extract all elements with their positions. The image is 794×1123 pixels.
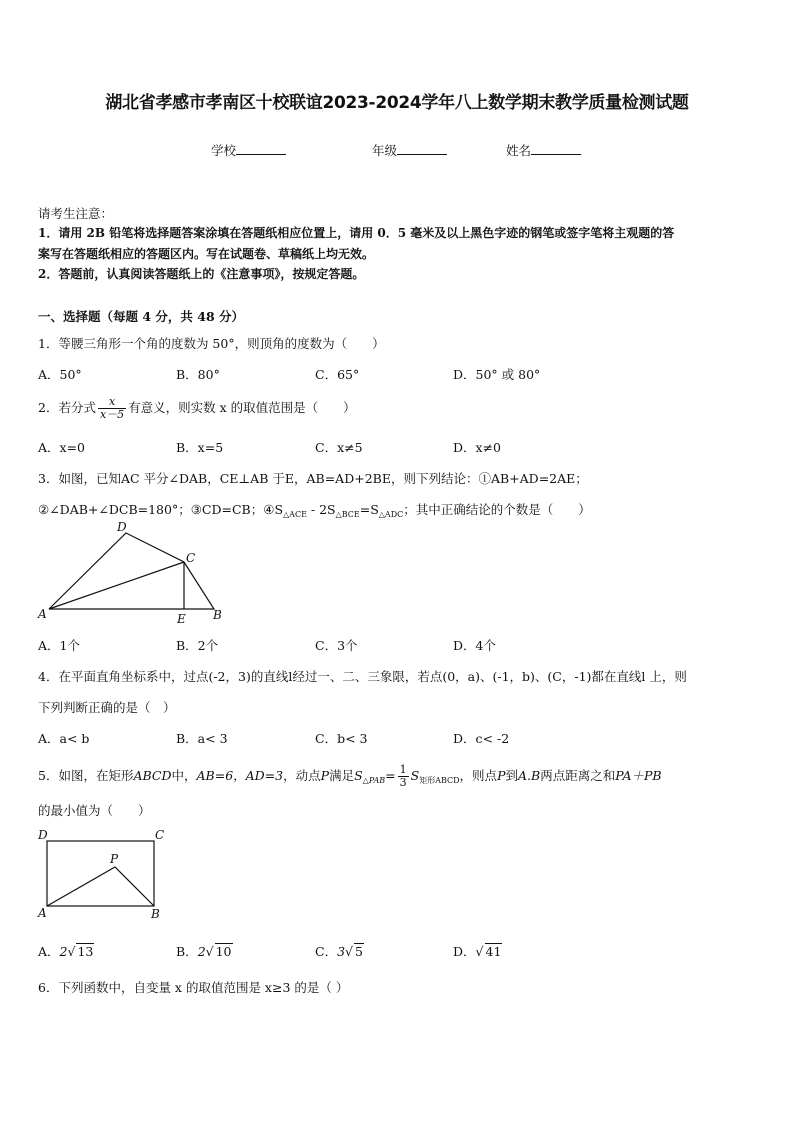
q5-option-d-label: D． [453, 944, 476, 959]
school-field[interactable] [211, 141, 286, 159]
q5-text-e: ，则点 [459, 768, 498, 783]
q5-sum: PA＋PB [615, 768, 662, 783]
q5-label-b: B [151, 907, 160, 921]
grade-label: 年级 [372, 143, 398, 158]
q2-frac-den: x－5 [99, 408, 125, 421]
q2-option-b[interactable]: B．x=5 [176, 440, 224, 455]
q5-text-g: 到 [505, 768, 518, 783]
q2-post: 有意义，则实数 x 的取值范围是（ ） [128, 400, 356, 415]
q1-option-d[interactable]: D．50° 或 80° [453, 367, 541, 382]
q6-stem: 6．下列函数中，自变量 x 的取值范围是 x≥3 的是（ ） [38, 980, 349, 995]
q3-line-2-c: =S [359, 502, 379, 517]
q5-option-b-radicand: 10 [215, 944, 232, 959]
school-label: 学校 [211, 143, 237, 158]
q5-figure [30, 825, 180, 925]
q2-pre: 2．若分式 [38, 400, 96, 415]
q5-option-c-coef: 3 [337, 944, 346, 959]
q5-segments-pa-pb [47, 867, 154, 906]
q5-dimensions: AB=6，AD=3 [196, 768, 284, 783]
grade-field[interactable] [372, 141, 447, 159]
q5-option-d[interactable]: D．√ 41 [453, 944, 502, 959]
q2-option-a[interactable]: A．x=0 [38, 440, 86, 455]
q3-quadrilateral [49, 533, 214, 609]
q5-option-c[interactable]: C．3√ 5 [315, 944, 363, 959]
q5-label-p: P [110, 852, 119, 866]
q5-line-1 [38, 764, 662, 789]
q3-option-b[interactable]: B．2个 [176, 638, 219, 653]
q3-figure [30, 520, 230, 628]
notice-line-2: 案写在答题纸相应的答题区内。写在试题卷、草稿纸上均无效。 [38, 247, 375, 261]
q5-text-b: 中， [171, 768, 197, 783]
q5-option-d-radicand: 41 [485, 944, 502, 959]
q3-label-c: C [186, 551, 196, 565]
q4-option-c[interactable]: C．b< 3 [315, 731, 368, 746]
school-blank[interactable] [236, 142, 286, 155]
name-blank[interactable] [531, 142, 581, 155]
q5-line-2: 的最小值为（ ） [38, 803, 151, 818]
notice-line-3: 2．答题前，认真阅读答题纸上的《注意事项》，按规定答题。 [38, 267, 365, 281]
q5-option-b-label: B． [176, 944, 198, 959]
q3-label-a: A [38, 607, 47, 621]
grade-blank[interactable] [397, 142, 447, 155]
page-title: 湖北省孝感市孝南区十校联谊2023-2024学年八上数学期末教学质量检测试题 [105, 93, 689, 113]
q5-label-c: C [155, 828, 165, 842]
q1-option-b[interactable]: B．80° [176, 367, 220, 382]
q3-option-c[interactable]: C．3个 [315, 638, 358, 653]
q5-s-pab-sub: △PAB [362, 776, 386, 785]
q5-point-p-2: P [497, 768, 506, 783]
q5-option-a-radicand: 13 [77, 944, 94, 959]
q5-option-c-radicand: 5 [355, 944, 363, 959]
q5-label-a: A [38, 906, 47, 920]
q3-line-2-b: - 2S [306, 502, 336, 517]
q5-s-rect: S [410, 768, 420, 783]
q3-label-e: E [177, 612, 186, 626]
q5-s-pab: S [354, 768, 363, 783]
q2-option-d[interactable]: D．x≠0 [453, 440, 501, 455]
q3-option-a[interactable]: A．1个 [38, 638, 80, 653]
q2-fraction [98, 396, 126, 421]
q3-line-2-a: ②∠DAB+∠DCB=180°；③CD=CB；④S [38, 502, 284, 517]
q3-sub-ace: △ACE [283, 510, 307, 519]
q4-line-1: 4．在平面直角坐标系中，过点(-2，3)的直线l经过一、二、三象限，若点(0，a)、(-1，b)、(C，-1)都在直线l 上，则 [38, 669, 687, 684]
name-field[interactable] [506, 141, 581, 159]
q5-s-rect-sub: 矩形ABCD [419, 776, 460, 785]
q5-frac-num: 1 [399, 763, 407, 776]
q3-label-d: D [117, 520, 127, 534]
q5-text-h: 两点距离之和 [540, 768, 616, 783]
q5-fraction [398, 764, 409, 789]
q5-option-c-label: C． [315, 944, 338, 959]
q3-line-2-d: ；其中正确结论的个数是（ ） [403, 502, 591, 517]
section-heading: 一、选择题（每题 4 分，共 48 分） [38, 309, 245, 324]
q1-option-c[interactable]: C．65° [315, 367, 360, 382]
q2-stem [38, 396, 356, 421]
q3-label-b: B [213, 608, 222, 622]
q3-line-1: 3．如图，已知AC 平分∠DAB，CE⊥AB 于E，AB=AD+2BE，则下列结论：①AB+AD=2AE； [38, 471, 588, 486]
q1-stem: 1．等腰三角形一个角的度数为 50°，则顶角的度数为（ ） [38, 336, 385, 351]
q5-option-a[interactable]: A．2√ 13 [38, 944, 94, 959]
q4-option-a[interactable]: A．a< b [38, 731, 90, 746]
q4-option-b[interactable]: B．a< 3 [176, 731, 228, 746]
q4-option-d[interactable]: D．c< -2 [453, 731, 510, 746]
q5-label-d: D [38, 828, 48, 842]
q2-frac-num: x [98, 396, 126, 409]
q3-sub-adc: △ADC [378, 510, 404, 519]
q5-point-p: P [320, 768, 330, 783]
q2-option-c[interactable]: C．x≠5 [315, 440, 363, 455]
notice-line-1: 1．请用 2B 铅笔将选择题答案涂填在答题纸相应位置上，请用 0．5 毫米及以上黑色字迹的钢笔或签字笔将主观题的答 [38, 226, 675, 240]
q5-option-b[interactable]: B．2√ 10 [176, 944, 232, 959]
q5-text-a: 5．如图，在矩形 [38, 768, 134, 783]
q5-text-d: 满足 [329, 768, 355, 783]
q5-text-c: ，动点 [283, 768, 321, 783]
q3-option-d[interactable]: D．4个 [453, 638, 496, 653]
q4-line-2: 下列判断正确的是（ ） [38, 700, 176, 715]
q3-segment-ac [49, 562, 184, 609]
name-label: 姓名 [506, 143, 532, 158]
q5-option-b-coef: 2 [197, 944, 206, 959]
q5-rect-name: ABCD [133, 768, 172, 783]
q5-option-a-coef: 2 [59, 944, 68, 959]
notice-heading: 请考生注意： [38, 206, 114, 221]
q5-option-a-label: A． [38, 944, 60, 959]
q5-points-ab: A.B [518, 768, 541, 783]
q1-option-a[interactable]: A．50° [38, 367, 82, 382]
q3-sub-bce: △BCE [335, 510, 360, 519]
q3-line-2 [38, 500, 591, 519]
q5-equals: = [385, 768, 396, 783]
q5-frac-den: 3 [399, 776, 407, 789]
